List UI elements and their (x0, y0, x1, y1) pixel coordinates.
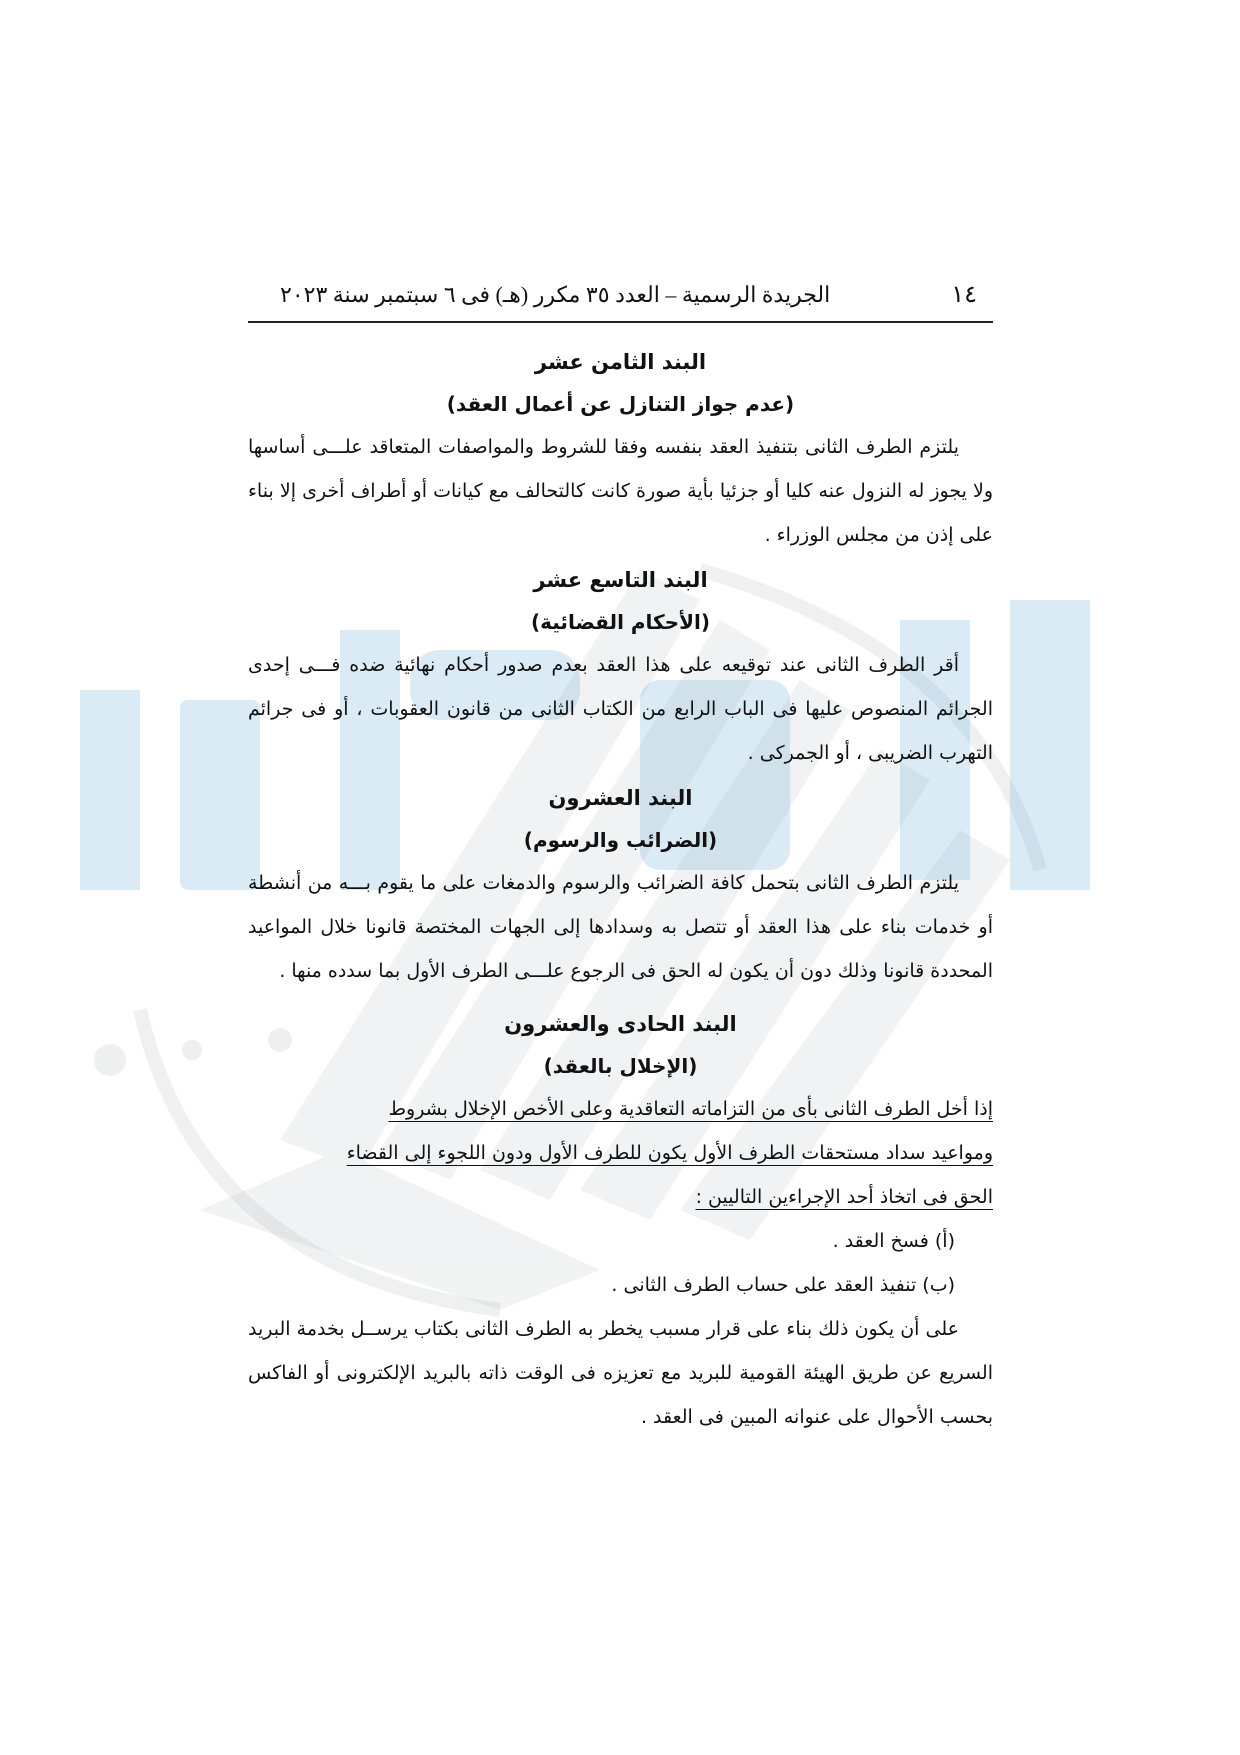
section-title: البند الثامن عشر (534, 350, 707, 374)
underlined-text: إذا أخل الطرف الثانى بأى من التزاماته التعاقدية وعلى الأخص الإخلال بشروط (388, 1098, 993, 1120)
section-20 (248, 777, 993, 993)
section-paragraph: يلتزم الطرف الثانى بتحمل كافة الضرائب والرسوم والدمغات على ما يقوم بـــه من أنشطة أو خدمات بناء على هذا العقد أو تتصل به وسدادها إلى الجهات المختصة قانونا خلال المواعيد المحددة قانونا وذلك دون أن يكون له الحق فى الرجوع علـــى الطرف الأول بما سدده منها . (248, 872, 993, 982)
list-item: (ب) تنفيذ العقد على حساب الطرف الثانى . (611, 1274, 955, 1296)
section-subtitle: (الإخلال بالعقد) (543, 1054, 698, 1078)
section-19 (248, 559, 993, 775)
section-subtitle: (الأحكام القضائية) (531, 610, 710, 634)
underlined-text: الحق فى اتخاذ أحد الإجراءين التاليين : (695, 1186, 993, 1208)
section-paragraph: يلتزم الطرف الثانى بتنفيذ العقد بنفسه وفقا للشروط والمواصفات المتعاقد علـــى أساسها ولا يجوز له النزول عنه كليا أو جزئيا بأية صورة كانت كالتحالف مع كيانات أو أطراف أخرى إلا بناء على إذن من مجلس الوزراء . (248, 436, 993, 546)
section-title: البند العشرون (548, 786, 693, 810)
section-paragraph: على أن يكون ذلك بناء على قرار مسبب يخطر به الطرف الثانى بكتاب يرســل بخدمة البريد السريع عن طريق الهيئة القومية للبريد مع تعزيزه فى الوقت ذاته بالبريد الإلكترونى أو الفاكس بحسب الأحوال على عنوانه المبين فى العقد . (248, 1318, 993, 1428)
page-number: ١٤ (951, 282, 977, 308)
gazette-issue-line: الجريدة الرسمية – العدد ٣٥ مكرر (هـ) فى ٦ سبتمبر سنة ٢٠٢٣ (280, 282, 831, 307)
section-18 (248, 341, 993, 557)
section-21 (248, 1003, 993, 1439)
section-subtitle: (الضرائب والرسوم) (523, 828, 718, 852)
underlined-line (248, 1131, 993, 1175)
document-page (248, 280, 993, 1439)
section-title: البند التاسع عشر (533, 568, 708, 592)
underlined-text: ومواعيد سداد مستحقات الطرف الأول يكون للطرف الأول ودون اللجوء إلى القضاء (346, 1142, 993, 1164)
section-title: البند الحادى والعشرون (504, 1012, 737, 1036)
section-subtitle: (عدم جواز التنازل عن أعمال العقد) (446, 392, 795, 416)
page-header (248, 280, 993, 323)
underlined-line (248, 1175, 993, 1219)
underlined-line (248, 1087, 993, 1131)
list-item: (أ) فسخ العقد . (832, 1230, 955, 1252)
section-paragraph: أقر الطرف الثانى عند توقيعه على هذا العقد بعدم صدور أحكام نهائية ضده فـــى إحدى الجرائم المنصوص عليها فى الباب الرابع من الكتاب الثانى من قانون العقوبات ، أو فى جرائم التهرب الضريبى ، أو الجمركى . (248, 654, 993, 764)
